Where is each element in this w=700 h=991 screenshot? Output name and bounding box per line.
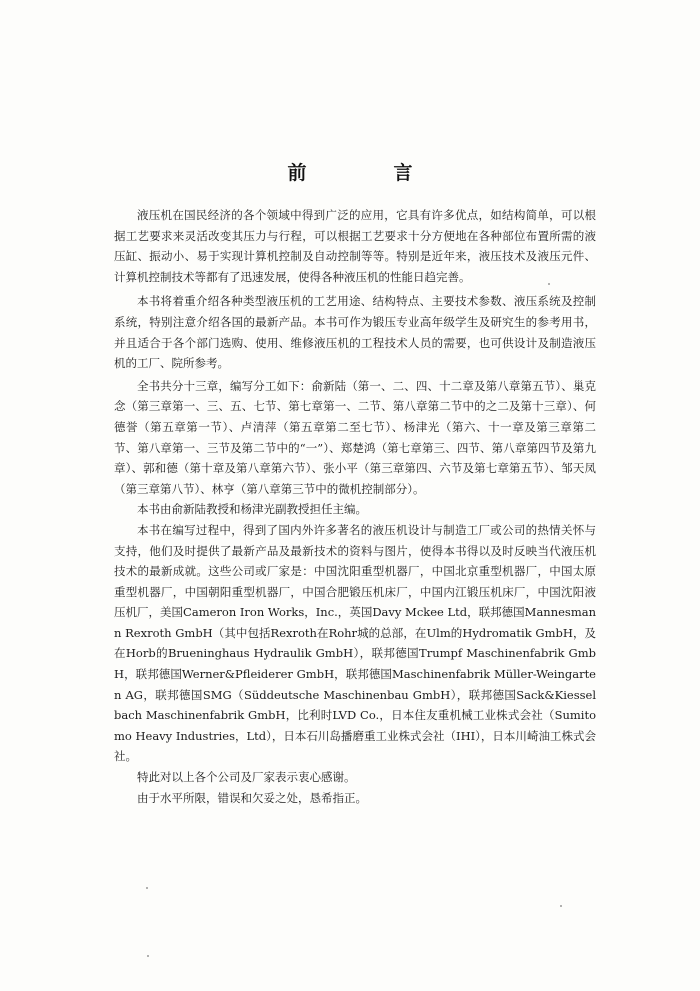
paragraph-scope: 本书将着重介绍各种类型液压机的工艺用途、结构特点、主要技术参数、液压系统及控制系统，特别注意介绍各国的最新产品。本书可作为锻压专业高年级学生及研究生的参考用书，并且适合于各个部门选购、使用、维修液压机的工程技术人员的需要，也可供设计及制造液压机的工厂、院所参考。 bbox=[114, 294, 596, 371]
scan-speck bbox=[560, 905, 562, 907]
paragraph-closing: 由于水平所限，错误和欠妥之处，恳希指正。 bbox=[137, 790, 367, 805]
paragraph-editors: 本书由俞新陆教授和杨津光副教授担任主编。 bbox=[137, 502, 367, 517]
paragraph-thanks: 特此对以上各个公司及厂家表示衷心感谢。 bbox=[137, 770, 356, 785]
paragraph-authors: 全书共分十三章，编写分工如下：俞新陆（第一、二、四、十二章及第八章第五节）、巢克念（第三章第一、三、五、七节、第七章第一、二节、第八章第二节中的之二及第十三章）、何德誉（第五章第一节）、卢清萍（第五章第二至七节）、杨津光（第六、十一章及第三章第二节、第八章第一、三节及第二节中的“一”）、郑楚鸿（第七章第三、四节、第八章第四节及第九章）、郭和德（第十章及第八章第六节）、张小平（第三章第四、六节及第七章第五节）、邹天凤（第三章第八节）、林亨（第八章第三节中的微机控制部分）。 bbox=[114, 378, 596, 496]
scan-speck bbox=[548, 283, 550, 285]
paragraph-acknowledgement: 本书在编写过程中，得到了国内外许多著名的液压机设计与制造工厂或公司的热情关怀与支持，他们及时提供了最新产品及最新技术的资料与图片，使得本书得以及时反映当代液压机技术的最新成就。这些公司或厂家是：中国沈阳重型机器厂，中国北京重型机器厂，中国太原重型机器厂，中国朝阳重型机器厂，中国合肥锻压机床厂，中国内江锻压机床厂，中国沈阳液压机厂，美国Cameron Iron Works，Inc.，英国Davy Mckee Ltd，联邦德国Mannesmann Rexroth GmbH（其中包括Rexroth在Rohr城的总部，在Ulm的Hydromatik GmbH，及在Horb的Brueninghaus Hydraulik GmbH），联邦德国Trumpf Maschinenfabrik GmbH，联邦德国Werner&Pfleiderer GmbH，联邦德国Maschinenfabrik Müller-Weingarten AG，联邦德国SMG（Süddeutsche Maschinenbau GmbH），联邦德国Sack&Kiesselbach Maschinenfabrik GmbH，比利时LVD Co.，日本住友重机械工业株式会社（Sumitomo Heavy Industries，Ltd），日本石川岛播磨重工业株式会社（IHI），日本川崎油工株式会社。 bbox=[114, 522, 596, 764]
page-title: 前 言 bbox=[287, 162, 447, 184]
scan-speck bbox=[146, 887, 148, 889]
preface-body bbox=[114, 205, 596, 808]
paragraph-intro: 液压机在国民经济的各个领域中得到广泛的应用，它具有许多优点，如结构简单，可以根据工艺要求来灵活改变其压力与行程，可以根据工艺要求十分方便地在各种部位布置所需的液压缸、振动小、易于实现计算机控制及自动控制等等。特别是近年来，液压技术及液压元件、计算机控制技术等都有了迅速发展，使得各种液压机的性能日趋完善。 bbox=[114, 208, 596, 284]
scan-speck bbox=[147, 955, 149, 957]
